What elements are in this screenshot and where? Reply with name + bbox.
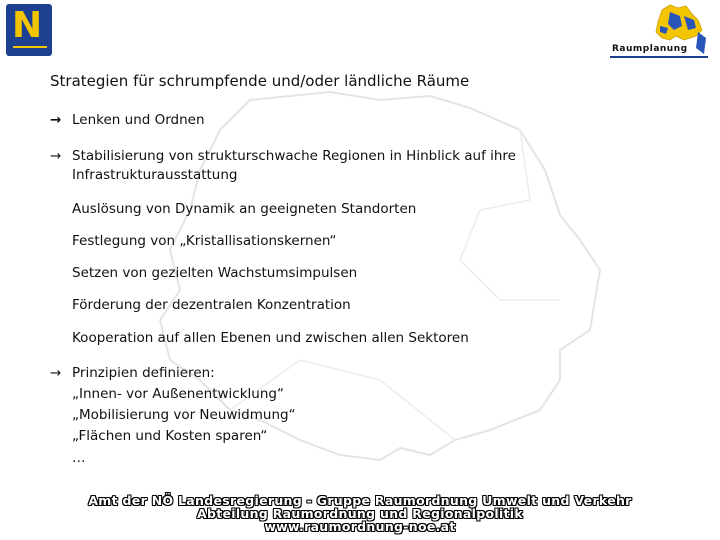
sub-item: Kooperation auf allen Ebenen und zwischen allen Sektoren [72,330,469,346]
sub-item: Festlegung von „Kristallisationskernen“ [72,233,337,249]
slide-title: Strategien für schrumpfende und/oder ländliche Räume [50,72,470,90]
arrow-icon: → [50,112,62,128]
arrow-item-text: Lenken und Ordnen [72,112,205,128]
principle-item: „Mobilisierung vor Neuwidmung“ [72,407,296,423]
footer [70,494,650,533]
raumplanung-label: Raumplanung [612,44,688,54]
arrow-icon: → [50,365,62,381]
arrow-icon: → [50,148,62,164]
sub-item: Auslösung von Dynamik an geeigneten Standorten [72,201,417,217]
arrow-item-text: Stabilisierung von strukturschwache Regionen in Hinblick auf ihre [72,148,516,164]
noe-logo: N [6,4,52,56]
sub-item: Setzen von gezielten Wachstumsimpulsen [72,265,358,281]
arrow-item-text: Prinzipien definieren: [72,365,215,381]
arrow-item-text-continued: Infrastrukturausstattung [72,167,238,183]
footer-line: Abteilung Raumordnung und Regionalpolitik [196,506,524,521]
arrow-item-prinzipien [50,364,215,383]
footer-line: Amt der NÖ Landesregierung - Gruppe Raumordnung Umwelt und Verkehr [88,493,632,508]
arrow-item-lenken [50,111,205,130]
sub-item: Förderung der dezentralen Konzentration [72,297,351,313]
principle-item: „Flächen und Kosten sparen“ [72,428,268,444]
principle-item-ellipsis: … [72,450,86,466]
principle-item: „Innen- vor Außenentwicklung“ [72,386,284,402]
footer-link[interactable]: www.raumordnung-noe.at [264,519,456,534]
arrow-item-stabilisierung [50,147,516,185]
